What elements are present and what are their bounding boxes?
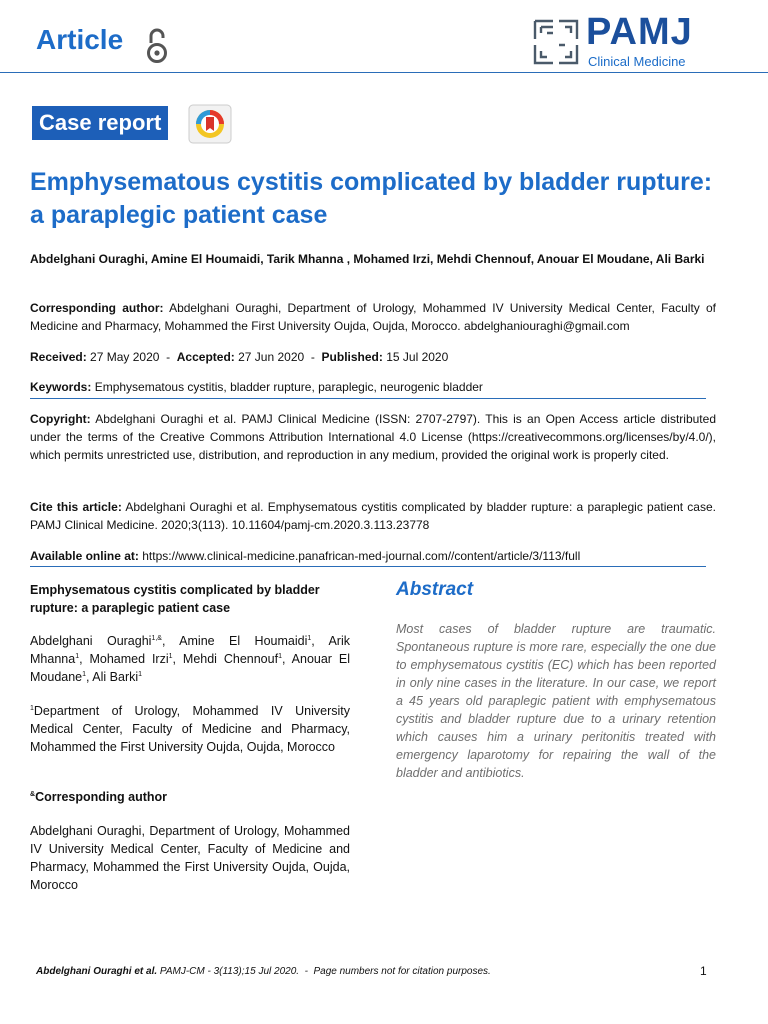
keywords-divider (30, 398, 706, 399)
keywords-text: Emphysematous cystitis, bladder rupture, paraplegic, neurogenic bladder (91, 380, 483, 394)
affiliation-sup: 1 (30, 704, 34, 712)
author-sup: 1 (307, 634, 312, 642)
dates-line (30, 348, 716, 366)
page-number: 1 (700, 964, 707, 978)
abstract-text: Most cases of bladder rupture are traumatic. Spontaneous rupture is more rare, especially the one due to emphysematous cystitis (EC) which has been reported in only nine cases in the literature. In our case, we report a 45 years old paraplegic patient with emphysematous cystitis and bladder rupture due to a urinary retention which causes him a urinary peritonitis treated with emergency laparotomy for repairing the wall of the bladder and antibiotics. (396, 622, 716, 780)
available-label: Available online at: (30, 549, 139, 563)
left-corresponding-text: Abdelghani Ouraghi, Department of Urology, Mohammed IV University Medical Center, Faculty of Medicine and Pharmacy, Mohammed the First University Oujda, Oujda, Morocco (30, 824, 350, 892)
keywords-label: Keywords: (30, 380, 92, 394)
corresponding-heading (30, 788, 350, 806)
cite-label: Cite this article: (30, 500, 122, 514)
author-separator: , (311, 634, 329, 648)
author-name: Anouar El Moudane (30, 652, 350, 684)
open-access-icon (146, 27, 168, 65)
author-separator: , (161, 634, 180, 648)
copyright-text: Abdelghani Ouraghi et al. PAMJ Clinical Medicine (ISSN: 2707-2797). This is an Open Access article distributed under the terms of the Creative Commons Attribution International 4.0 License (https://creativecommons.org/licenses/by/4.0/), which permits unrestricted use, distribution, and reproduction in any medium, provided the original work is properly cited. (30, 412, 716, 462)
author-name: Mehdi Chennouf (182, 652, 279, 666)
received-date: 27 May 2020 (86, 350, 160, 364)
header-divider (0, 72, 768, 73)
article-label: Article (36, 24, 124, 55)
author-sup: 1 (278, 652, 282, 660)
published-label: Published: (321, 350, 383, 364)
corr-label: Corresponding author (35, 790, 168, 804)
author-name: Arik Mhanna (30, 634, 350, 666)
copyright-label: Copyright: (30, 412, 91, 426)
accepted-date: 27 Jun 2020 (234, 350, 305, 364)
journal-subtitle: Clinical Medicine (588, 54, 686, 69)
article-title: Emphysematous cystitis complicated by bladder rupture: a paraplegic patient case (30, 168, 713, 229)
author-separator: , (79, 652, 90, 666)
journal-name: PAMJ (586, 11, 693, 53)
affiliation-text: Department of Urology, Mohammed IV University Medical Center, Faculty of Medicine and Pharmacy, Mohammed the First University Oujda, Oujda, Morocco (30, 704, 350, 754)
footer-citation-text: PAMJ-CM - 3(113);15 Jul 2020. - Page numbers not for citation purposes. (157, 966, 491, 977)
author-sup: 1 (138, 670, 143, 678)
accepted-label: Accepted: (176, 350, 235, 364)
case-report-badge: Case report (32, 106, 168, 140)
received-label: Received: (30, 350, 87, 364)
left-column-title: Emphysematous cystitis complicated by bladder rupture: a paraplegic patient case (30, 583, 320, 615)
author-separator: , (172, 652, 183, 666)
abstract-heading: Abstract (396, 579, 474, 600)
published-date: 15 Jul 2020 (382, 350, 449, 364)
date-separator: - (159, 350, 177, 364)
footer-citation (36, 966, 491, 977)
copyright-block (30, 410, 716, 464)
author-sup: 1,& (151, 634, 162, 642)
corr-sup: & (30, 790, 36, 798)
crossmark-icon[interactable] (188, 104, 232, 144)
available-divider (30, 566, 706, 567)
author-name: Mohamed Irzi (89, 652, 169, 666)
available-url[interactable]: https://www.clinical-medicine.panafrican-med-journal.com//content/article/3/113/full (138, 549, 581, 563)
author-sup: 1 (75, 652, 80, 660)
author-sup: 1 (82, 670, 87, 678)
left-column-authors (30, 632, 350, 686)
author-name: Abdelghani Ouraghi (30, 634, 152, 648)
cite-block (30, 498, 716, 534)
available-line (30, 547, 716, 565)
author-name: Ali Barki (92, 670, 139, 684)
author-separator: , (86, 670, 93, 684)
author-sup: 1 (168, 652, 173, 660)
author-separator: , (281, 652, 292, 666)
pamj-logo-icon (531, 17, 581, 67)
footer-authors: Abdelghani Ouraghi et al. (36, 966, 158, 977)
affiliation-block (30, 702, 350, 756)
cite-text: Abdelghani Ouraghi et al. Emphysematous cystitis complicated by bladder rupture: a paraplegic patient case. PAMJ Clinical Medicine. 2020;3(113). 10.11604/pamj-cm.2020.3.113.23778 (30, 500, 716, 532)
date-separator: - (304, 350, 322, 364)
corresponding-label: Corresponding author: (30, 301, 164, 315)
author-name: Amine El Houmaidi (179, 634, 308, 648)
corresponding-author-block (30, 299, 716, 335)
keywords-line (30, 378, 716, 396)
corresponding-text: Abdelghani Ouraghi, Department of Urology, Mohammed IV University Medical Center, Faculty of Medicine and Pharmacy, Mohammed the First University Oujda, Oujda, Morocco. abdelghaniouraghi@gmail.com (30, 301, 716, 333)
author-list: Abdelghani Ouraghi, Amine El Houmaidi, Tarik Mhanna , Mohamed Irzi, Mehdi Chennouf, Anouar El Moudane, Ali Barki (30, 252, 705, 266)
